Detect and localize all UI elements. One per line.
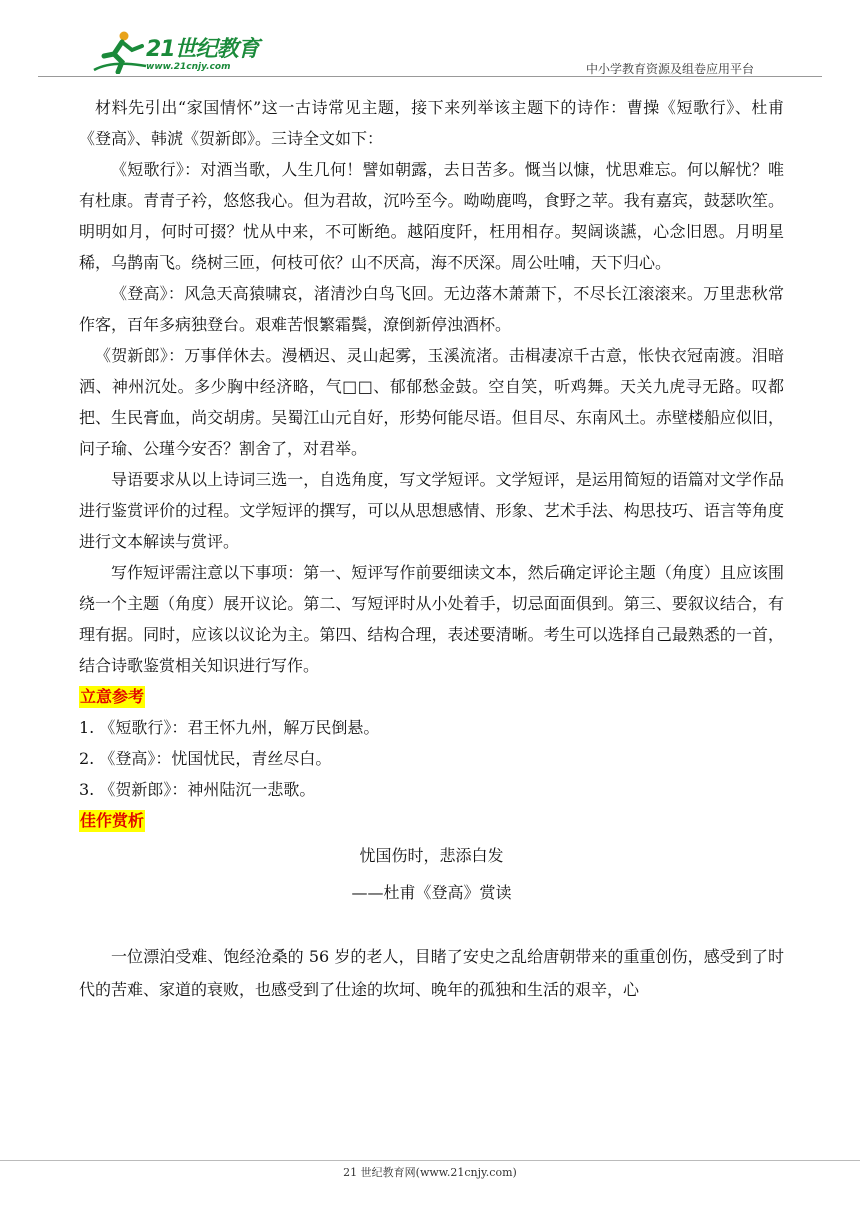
logo	[92, 30, 272, 78]
page-footer: 21 世纪教育网(www.21cnjy.com)	[343, 1166, 517, 1179]
header-divider	[38, 76, 822, 77]
guide-paragraph-1: 导语要求从以上诗词三选一，自选角度，写文学短评。文学短评，是运用简短的语篇对文学作品进行鉴赏评价的过程。文学短评的撰写，可以从思想感情、形象、艺术手法、构思技巧、语言等角度进行文本解读与赏评。	[79, 470, 784, 551]
footer-divider	[0, 1160, 860, 1161]
page-header	[0, 0, 860, 80]
guide-paragraph-2: 写作短评需注意以下事项：第一、短评写作前要细读文本，然后确定评论主题（角度）且应该围绕一个主题（角度）展开议论。第二、写短评时从小处着手，切忌面面俱到。第三、要叙议结合，有理有据。同时，应该以议论为主。第四、结构合理，表述要清晰。考生可以选择自己最熟悉的一首，结合诗歌鉴赏相关知识进行写作。	[79, 563, 784, 675]
logo-text: 21世纪教育	[146, 37, 259, 62]
essay-title: 忧国伤时，悲添白发	[359, 846, 504, 865]
idea-item-2: 2. 《登高》：忧国忧民，青丝尽白。	[79, 749, 332, 768]
intro-paragraph: 材料先引出“家国情怀”这一古诗常见主题，接下来列举该主题下的诗作：曹操《短歌行》、杜甫《登高》、韩淲《贺新郎》。三诗全文如下：	[79, 98, 784, 148]
idea-item-3: 3. 《贺新郎》：神州陆沉一悲歌。	[79, 780, 316, 799]
idea-item-1: 1. 《短歌行》：君王怀九州，解万民倒悬。	[79, 718, 380, 737]
essay-body: 一位漂泊受难、饱经沧桑的 56 岁的老人，目睹了安史之乱给唐朝带来的重重创伤，感受到了时代的苦难、家道的衰败，也感受到了仕途的坎坷、晚年的孤独和生活的艰辛，心	[79, 947, 784, 999]
poem-hexinlang: 《贺新郎》：万事佯休去。漫栖迟、灵山起雾，玉溪流渚。击楫凄凉千古意，怅快衣冠南渡。泪暗洒、神州沉处。多少胸中经济略，气□□、郁郁愁金鼓。空自笑，听鸡舞。天关九虎寻无路。叹都把、生民膏血，尚交胡虏。吴蜀江山元自好，形势何能尽语。但目尽、东南风土。赤壁楼船应似旧，问子瑜、公瑾今安否？割舍了，对君举。	[79, 346, 784, 458]
platform-name: 中小学教育资源及组卷应用平台	[585, 62, 754, 76]
essay-label: 佳作赏析	[80, 811, 145, 830]
essay-subtitle: ——杜甫《登高》赏读	[351, 883, 512, 902]
runner-logo-icon	[92, 30, 148, 74]
poem-duangexing: 《短歌行》：对酒当歌，人生几何！譬如朝露，去日苦多。慨当以慷，忧思难忘。何以解忧？唯有杜康。青青子衿，悠悠我心。但为君故，沉吟至今。呦呦鹿鸣，食野之苹。我有嘉宾，鼓瑟吹笙。明明如月，何时可掇？忧从中来，不可断绝。越陌度阡，枉用相存。契阔谈讌，心念旧恩。月明星稀，乌鹊南飞。绕树三匝，何枝可依？山不厌高，海不厌深。周公吐哺，天下归心。	[79, 160, 784, 272]
ideas-label: 立意参考	[80, 687, 145, 706]
poem-denggao: 《登高》：风急天高猿啸哀，渚清沙白鸟飞回。无边落木萧萧下，不尽长江滚滚来。万里悲秋常作客，百年多病独登台。艰难苦恨繁霜鬓，潦倒新停浊酒杯。	[79, 284, 784, 334]
document-body	[79, 92, 784, 1006]
logo-url: www.21cnjy.com	[146, 62, 231, 72]
